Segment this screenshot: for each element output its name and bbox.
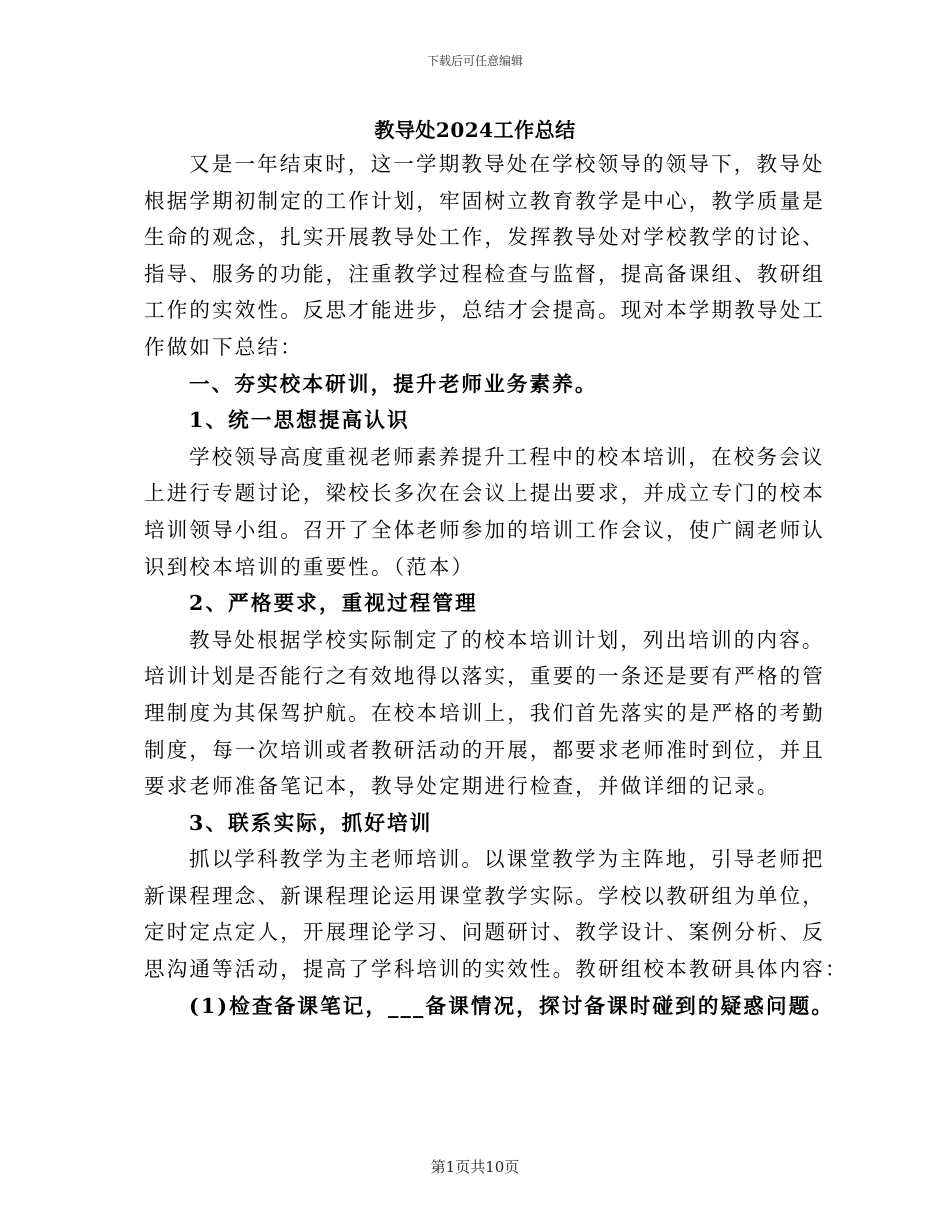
text-line: 要求老师准备笔记本，教导处定期进行检查，并做详细的记录。 xyxy=(144,774,780,799)
text-line: 又是一年结束时，这一学期教导处在学校领导的领导下，教导处 xyxy=(189,152,825,176)
subsection-heading: 3、联系实际，抓好培训 xyxy=(189,810,433,835)
text-line: 培训领导小组。召开了全体老师参加的培训工作会议，使广阔老师认 xyxy=(144,517,825,542)
document-title: 教导处2024工作总结 xyxy=(374,118,576,142)
page-number: 第1页共10页 xyxy=(430,1158,520,1176)
header-note: 下载后可任意编辑 xyxy=(426,54,523,68)
text-line: 生命的观念，扎实开展教导处工作，发挥教导处对学校教学的讨论、 xyxy=(144,225,825,250)
text-line: 根据学期初制定的工作计划，牢固树立教育教学是中心，教学质量是 xyxy=(144,188,825,213)
document-body xyxy=(144,146,848,1024)
text-line: 思沟通等活动，提高了学科培训的实效性。教研组校本教研具体内容： xyxy=(144,957,848,982)
text-line: 理制度为其保驾护航。在校本培训上，我们首先落实的是严格的考勤 xyxy=(144,700,825,725)
text-line: 新课程理念、新课程理论运用课堂教学实际。学校以教研组为单位， xyxy=(144,883,825,908)
text-line: 指导、服务的功能，注重教学过程检查与监督，提高备课组、教研组 xyxy=(144,261,825,286)
subsection-heading: 2、严格要求，重视过程管理 xyxy=(189,591,478,616)
text-line: 作做如下总结： xyxy=(144,334,303,359)
text-line: 培训计划是否能行之有效地得以落实，重要的一条还是要有严格的管 xyxy=(144,664,825,689)
text-line: 教导处根据学校实际制定了的校本培训计划，列出培训的内容。 xyxy=(189,627,825,652)
text-line: 工作的实效性。反思才能进步，总结才会提高。现对本学期教导处工 xyxy=(144,298,825,323)
text-line: 识到校本培训的重要性。（范本） xyxy=(144,554,475,579)
text-line: 定时定点定人，开展理论学习、问题研讨、教学设计、案例分析、反 xyxy=(144,920,825,945)
text-line: 上进行专题讨论，梁校长多次在会议上提出要求，并成立专门的校本 xyxy=(144,481,825,506)
text-line: 学校领导高度重视老师素养提升工程中的校本培训，在校务会议 xyxy=(189,444,825,469)
list-item-heading: (1)检查备课笔记，___备课情况，探讨备课时碰到的疑惑问题。 xyxy=(189,993,835,1018)
text-line: 制度，每一次培训或者教研活动的开展，都要求老师准时到位，并且 xyxy=(144,737,825,762)
subsection-heading: 1、统一思想提高认识 xyxy=(189,408,410,433)
section-heading: 一、夯实校本研训，提升老师业务素养。 xyxy=(189,371,598,396)
text-line: 抓以学科教学为主老师培训。以课堂教学为主阵地，引导老师把 xyxy=(189,847,825,872)
